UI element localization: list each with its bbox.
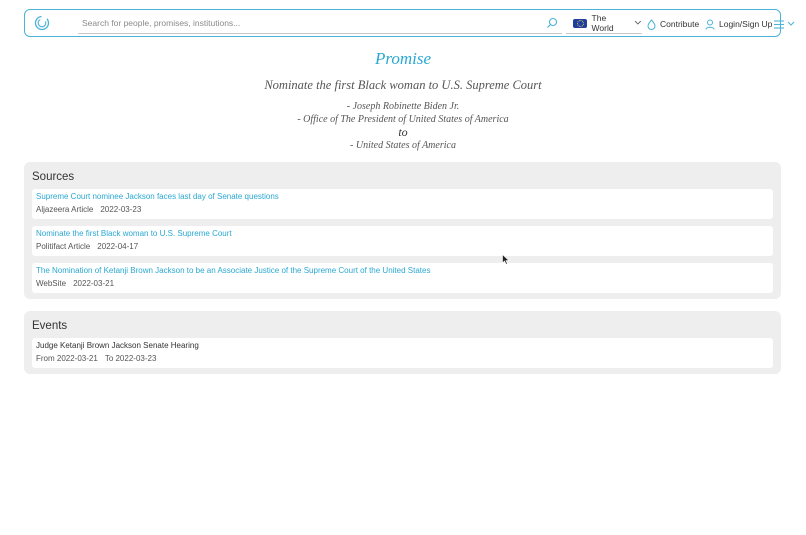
user-icon — [705, 19, 715, 30]
source-meta — [36, 279, 769, 289]
logo-icon[interactable] — [34, 15, 50, 31]
sources-title: Sources — [32, 171, 75, 183]
sources-panel — [24, 162, 781, 299]
event-to: To 2022-03-23 — [104, 354, 157, 363]
contribute-button[interactable] — [647, 16, 699, 32]
promise-person[interactable]: - Joseph Robinette Biden Jr. — [346, 101, 460, 112]
event-item — [32, 338, 773, 368]
source-link[interactable]: The Nomination of Ketanji Brown Jackson to be an Associate Justice of the Supreme Court of the United States — [36, 266, 431, 275]
source-item — [32, 189, 773, 219]
events-title: Events — [32, 320, 68, 332]
search-icon[interactable] — [546, 17, 558, 29]
source-meta — [36, 242, 769, 252]
main-menu-button[interactable] — [774, 16, 795, 32]
promise-title: Nominate the first Black woman to U.S. Supreme Court — [264, 78, 542, 92]
world-flag-icon — [573, 19, 587, 28]
login-label: Login/Sign Up — [719, 19, 773, 29]
promise-office[interactable]: - Office of The President of United States of America — [297, 114, 509, 125]
source-link[interactable]: Supreme Court nominee Jackson faces last day of Senate questions — [36, 192, 279, 201]
source-date: 2022-03-23 — [100, 205, 142, 214]
event-dates — [36, 354, 769, 364]
login-signup-button[interactable] — [705, 16, 772, 32]
source-link[interactable]: Nominate the first Black woman to U.S. Supreme Court — [36, 229, 232, 238]
source-type: Aljazeera Article — [36, 205, 94, 214]
chevron-down-icon — [787, 21, 795, 27]
chevron-down-icon — [634, 20, 642, 26]
promise-header — [0, 48, 806, 153]
promise-label: Promise — [374, 49, 432, 68]
mouse-cursor-icon — [502, 254, 510, 265]
source-item — [32, 226, 773, 256]
source-date: 2022-03-21 — [73, 279, 115, 288]
event-title: Judge Ketanji Brown Jackson Senate Hearing — [36, 341, 199, 350]
source-item — [32, 263, 773, 293]
source-date: 2022-04-17 — [97, 242, 139, 251]
source-type: WebSite — [36, 279, 67, 288]
search-input[interactable] — [78, 18, 538, 28]
promise-to-word: to — [398, 125, 408, 139]
contribute-label: Contribute — [660, 19, 700, 29]
source-type: Politifact Article — [36, 242, 91, 251]
events-panel — [24, 311, 781, 374]
promise-target[interactable]: - United States of America — [350, 140, 456, 151]
top-navigation-bar — [24, 9, 781, 37]
source-meta — [36, 205, 769, 215]
search-box — [78, 13, 562, 34]
region-selector[interactable] — [566, 13, 642, 34]
region-label: The World — [591, 13, 614, 33]
event-from: From 2022-03-21 — [36, 354, 98, 363]
hamburger-icon — [774, 20, 784, 29]
drop-icon — [647, 19, 656, 30]
